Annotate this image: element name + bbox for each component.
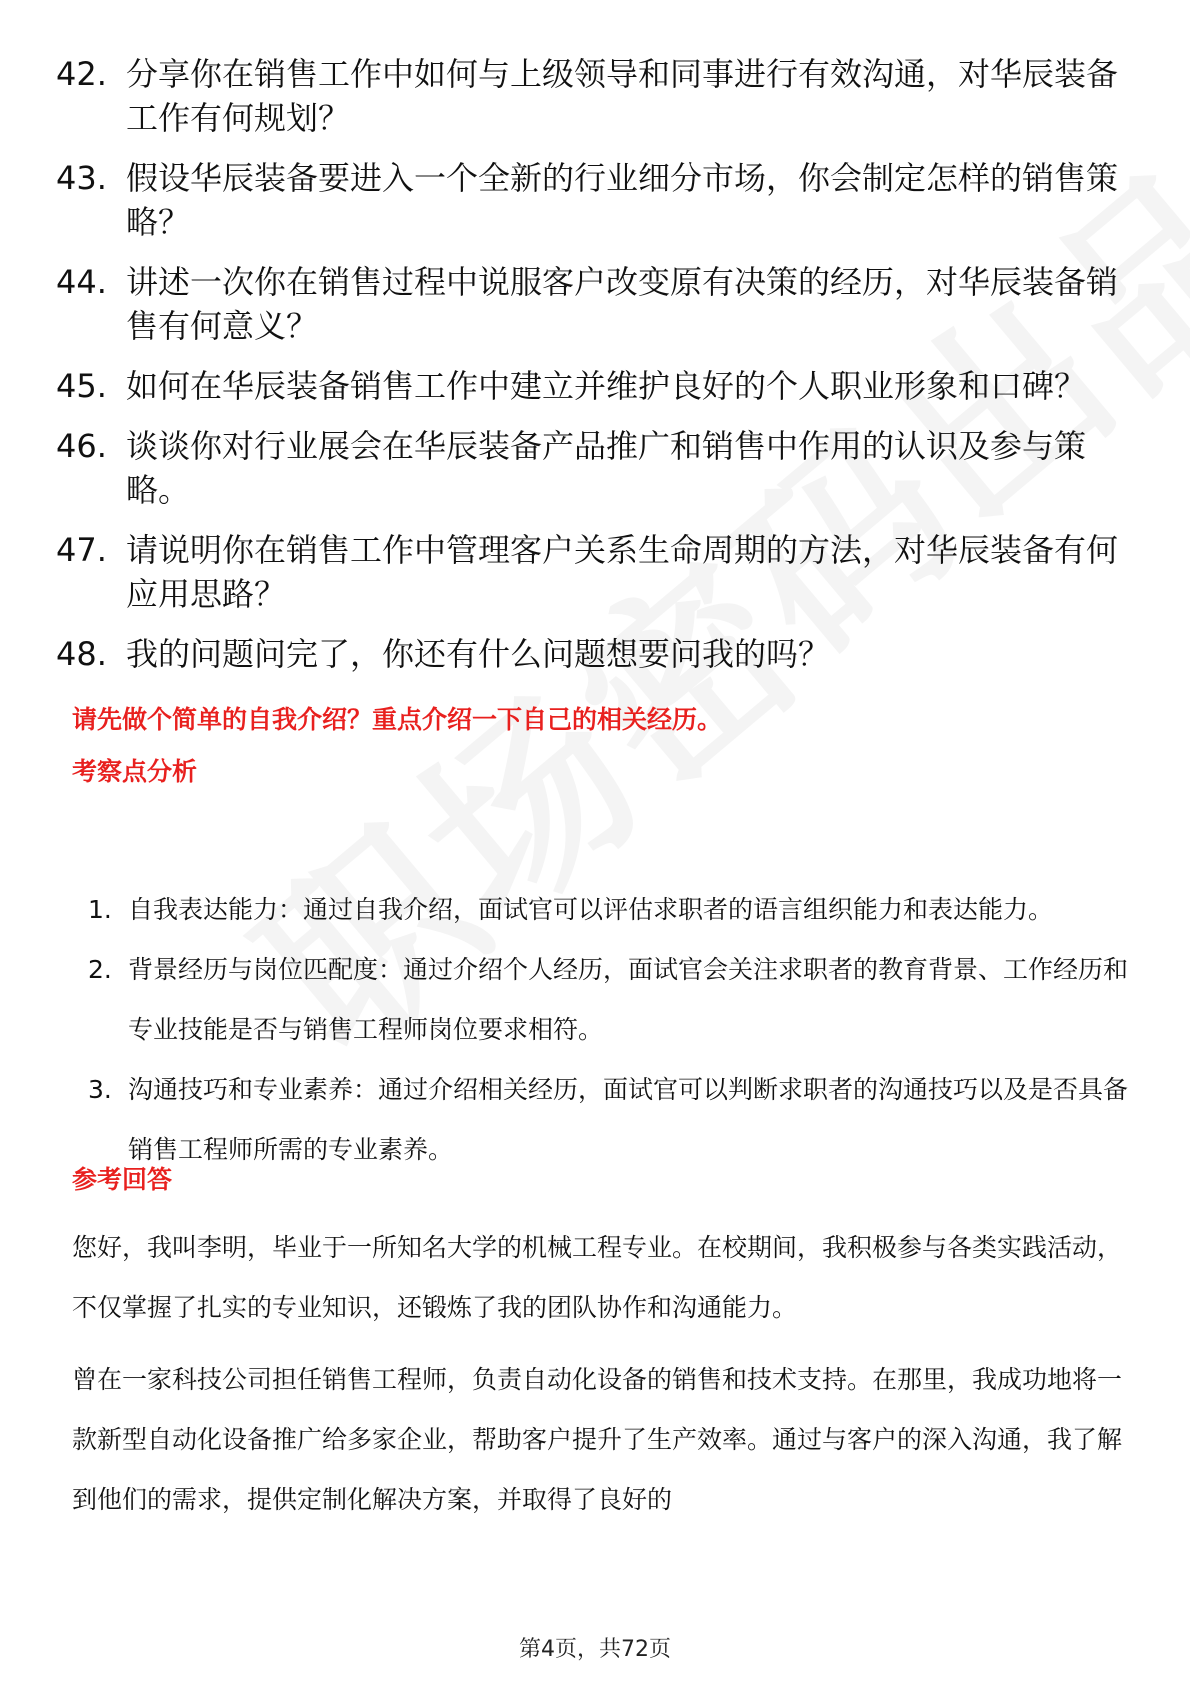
analysis-point-number: 2.: [88, 955, 112, 984]
question-number: 46.: [56, 427, 107, 465]
answer-paragraph-text: 您好，我叫李明，毕业于一所知名大学的机械工程专业。在校期间，我积极参与各类实践活动，不仅掌握了扎实的专业知识，还锻炼了我的团队协作和沟通能力。: [72, 1233, 1123, 1322]
question-number: 44.: [56, 263, 107, 301]
question-item: [56, 364, 1136, 408]
question-text: 谈谈你对行业展会在华辰装备产品推广和销售中作用的认识及参与策略。: [126, 427, 1087, 509]
question-text: 讲述一次你在销售过程中说服客户改变原有决策的经历，对华辰装备销售有何意义？: [126, 263, 1119, 345]
answer-paragraph-text: 曾在一家科技公司担任销售工程师，负责自动化设备的销售和技术支持。在那里，我成功地将一款新型自动化设备推广给多家企业，帮助客户提升了生产效率。通过与客户的深入沟通，我了解到他们的需求，提供定制化解决方案，并取得了良好的: [72, 1365, 1123, 1514]
question-item: [56, 52, 1136, 140]
analysis-point: [88, 940, 1128, 1060]
question-item: [56, 424, 1136, 512]
analysis-point: [88, 880, 1128, 940]
question-number: 45.: [56, 367, 107, 405]
question-item: [56, 632, 1136, 676]
analysis-point-number: 3.: [88, 1075, 112, 1104]
analysis-list: [88, 880, 1128, 1180]
analysis-point-text: 背景经历与岗位匹配度：通过介绍个人经历，面试官会关注求职者的教育背景、工作经历和专业技能是否与销售工程师岗位要求相符。: [128, 955, 1129, 1044]
analysis-point-text: 沟通技巧和专业素养：通过介绍相关经历，面试官可以判断求职者的沟通技巧以及是否具备销售工程师所需的专业素养。: [128, 1075, 1129, 1164]
page-footer: 第4页，共72页: [519, 1637, 671, 1662]
question-number: 47.: [56, 531, 107, 569]
analysis-point-number: 1.: [88, 895, 112, 924]
question-item: [56, 156, 1136, 244]
analysis-point: [88, 1060, 1128, 1180]
question-text: 假设华辰装备要进入一个全新的行业细分市场，你会制定怎样的销售策略？: [126, 159, 1119, 241]
question-text: 如何在华辰装备销售工作中建立并维护良好的个人职业形象和口碑？: [126, 367, 1087, 405]
question-number: 42.: [56, 55, 107, 93]
answer-heading: 参考回答: [72, 1165, 173, 1194]
question-item: [56, 260, 1136, 348]
answer-paragraph: [72, 1350, 1122, 1530]
question-item: [56, 528, 1136, 616]
question-list: [56, 52, 1136, 692]
question-number: 48.: [56, 635, 107, 673]
question-text: 我的问题问完了，你还有什么问题想要问我的吗？: [126, 635, 831, 673]
question-number: 43.: [56, 159, 107, 197]
analysis-point-text: 自我表达能力：通过自我介绍，面试官可以评估求职者的语言组织能力和表达能力。: [128, 895, 1054, 924]
answer-paragraph: [72, 1218, 1122, 1338]
question-text: 请说明你在销售工作中管理客户关系生命周期的方法，对华辰装备有何应用思路？: [126, 531, 1119, 613]
analysis-heading: 考察点分析: [72, 757, 198, 786]
section-title: 请先做个简单的自我介绍？重点介绍一下自己的相关经历。: [72, 705, 723, 734]
question-text: 分享你在销售工作中如何与上级领导和同事进行有效沟通，对华辰装备工作有何规划？: [126, 55, 1119, 137]
